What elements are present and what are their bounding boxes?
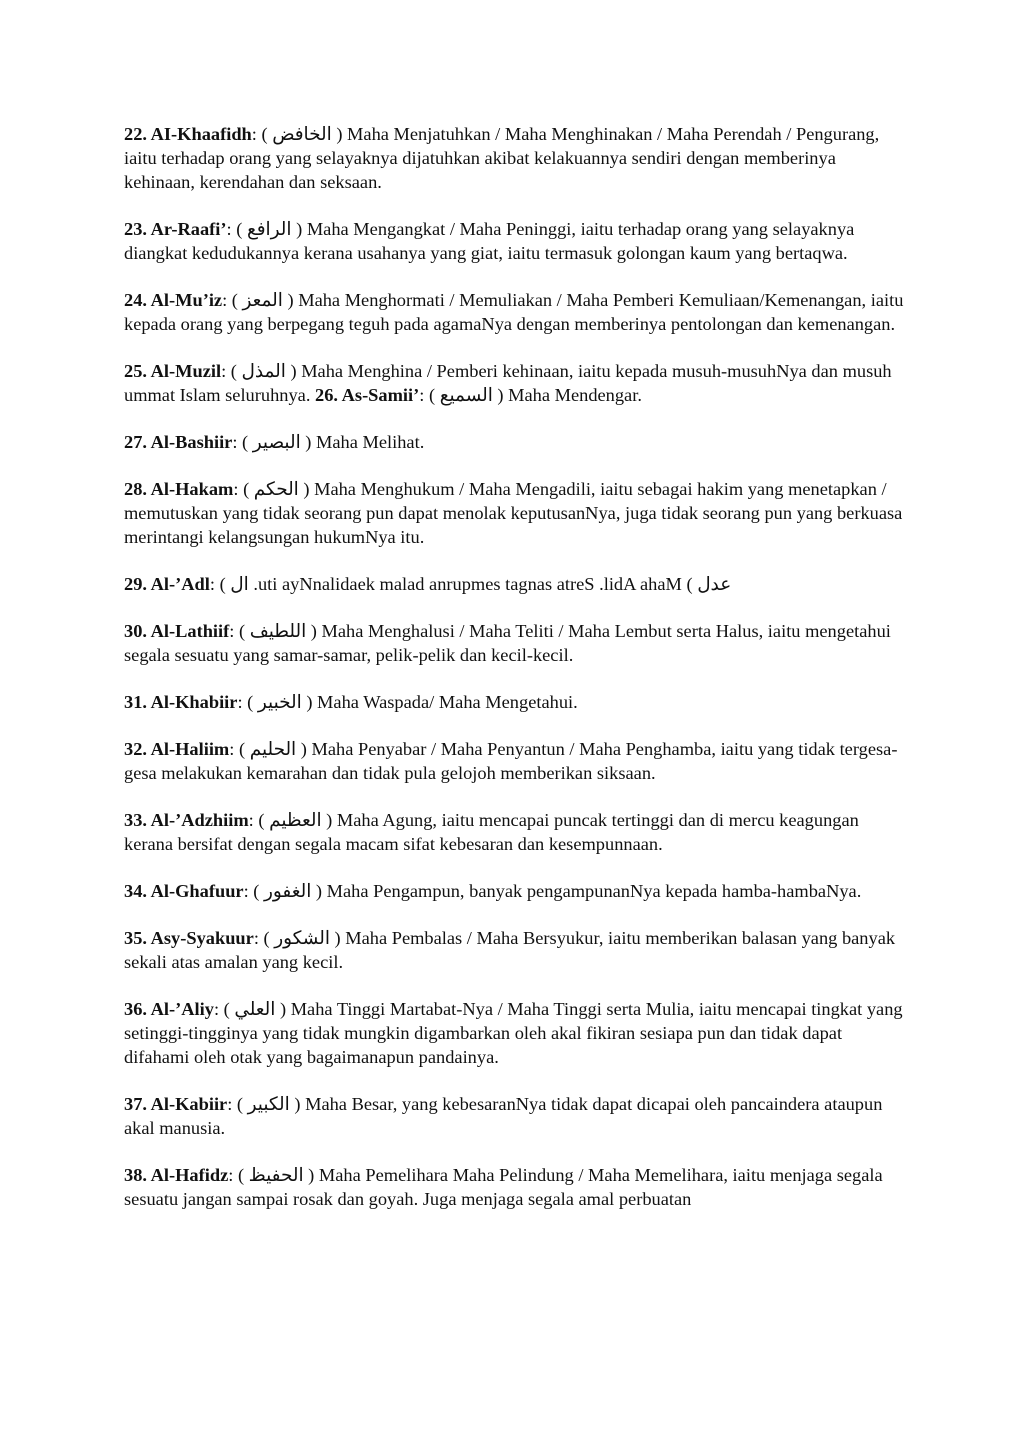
entry-number: 38. [124,1165,147,1185]
entry-title [124,881,244,901]
entry-title [124,1165,228,1185]
entry-title [124,361,221,381]
entry-name: Al-Ghafuur [150,881,244,901]
entry-description: ) Maha Pemelihara Maha Pelindung / Maha Memelihara, iaitu menjaga segala sesuatu jangan sampai rosak dan goyah. Juga menjaga segala amal perbuatan [124,1165,883,1209]
arabic-name: الحليم [249,739,297,759]
entry-description: ) Maha Penyabar / Maha Penyantun / Maha Penghamba, iaitu yang tidak tergesa-gesa melakukan kemarahan dan tidak pula gelojoh memberikan siksaan. [124,739,898,783]
entry-title [124,928,254,948]
name-entry [124,359,904,407]
entry-name: AI-Khaafidh [150,124,252,144]
entry-separator: : ( [253,928,275,948]
name-entry [124,572,904,596]
entry-name: Al-Hafidz [150,1165,229,1185]
entry-description: ) Maha Menghormati / Memuliakan / Maha Pemberi Kemuliaan/Kemenangan, iaitu kepada orang yang berpegang teguh pada agamaNya dengan memberinya pentolongan dan kemenangan. [124,290,904,334]
entry-title [124,432,232,452]
name-entry [124,288,904,336]
entry-separator: : ( [229,739,250,759]
arabic-name: ال [230,574,249,594]
arabic-name: البصير [252,432,301,452]
arabic-name: الكبير [247,1094,290,1114]
arabic-name: الرافع [246,219,292,239]
name-entry [124,737,904,785]
name-entry [124,477,904,549]
arabic-name: المعز [242,290,283,310]
entry-number: 27. [124,432,147,452]
entry-separator: : ( [243,881,265,901]
entry-name: Al-Haliim [150,739,230,759]
entry-title [124,739,229,759]
entry-separator: : ( [226,219,247,239]
entry-name: Ar-Raafi’ [150,219,227,239]
entry-number: 23. [124,219,147,239]
entry-description: ) Maha Melihat. [300,432,425,452]
entry-description: ) Maha Besar, yang kebesaranNya tidak dapat dicapai oleh pancaindera ataupun akal manusia. [124,1094,883,1138]
entry-description: ) Maha Agung, iaitu mencapai puncak tertinggi dan di mercu keagungan kerana bersifat dengan segala macam sifat kebesaran dan kesempunnaan. [124,810,859,854]
entry-separator: : ( [213,999,235,1019]
arabic-name: الخافض [272,124,332,144]
entry-description: .uti ayNnalidaek malad anrupmes tagnas atreS .lidA ahaM ( عدل [248,574,732,594]
entry-description: ) Maha Waspada/ Maha Mengetahui. [301,692,578,712]
entry-separator: : ( [229,621,250,641]
arabic-name: اللطيف [249,621,307,641]
entry-name: Al-Muzil [150,361,222,381]
name-entry [124,1092,904,1140]
name-entry [124,217,904,265]
entry-description: ) Maha Pengampun, banyak pengampunanNya kepada hamba-hambaNya. [311,881,862,901]
entry-name: Asy-Syakuur [150,928,254,948]
entry-title [124,692,237,712]
entry-name: Al-’Aliy [150,999,214,1019]
name-entry [124,690,904,714]
entry-number: 25. [124,361,147,381]
entry-number: 37. [124,1094,147,1114]
name-entry [124,619,904,667]
name-entry [124,808,904,856]
arabic-name: العظيم [269,810,322,830]
arabic-name: الغفور [264,881,312,901]
entry-name: Al-Hakam [150,479,234,499]
entry-name: Al-’Adl [150,574,210,594]
entry-number: 32. [124,739,147,759]
entry-number: 29. [124,574,147,594]
entry-description: ) Maha Menghukum / Maha Mengadili, iaitu sebagai hakim yang menetapkan / memutuskan yang tidak seorang pun dapat menolak keputusanNya, juga tidak seorang pun yang berkuasa merintangi kelangsungan hukumNya itu. [124,479,903,547]
entry-number: 24. [124,290,147,310]
entry-title [124,219,227,239]
name-entry [124,926,904,974]
entry-separator: : ( [233,479,254,499]
arabic-name: الشكور [274,928,330,948]
entry-number: 35. [124,928,147,948]
entry-number: 36. [124,999,147,1019]
entry-number: 26. [315,385,339,405]
entry-title [124,621,229,641]
entry-title [124,574,210,594]
entry-number: 22. [124,124,147,144]
entry-title [124,810,249,830]
name-entry [124,997,904,1069]
entry-number: 33. [124,810,147,830]
asmaul-husna-list [124,122,904,1211]
entry-number: 30. [124,621,147,641]
entry-separator: : ( [222,290,243,310]
entry-name: Al-’Adzhiim [150,810,249,830]
entry-separator: : ( [248,810,270,830]
entry-separator: : ( [209,574,231,594]
entry-description: ) Maha Tinggi Martabat-Nya / Maha Tinggi serta Mulia, iaitu mencapai tingkat yang setinggi-tingginya yang tidak mungkin digambarkan oleh akal fikiran sesiapa pun dan tidak dapat difahami oleh otak yang bagaimanapun pandainya. [124,999,903,1067]
arabic-name: الحفيظ [248,1165,304,1185]
entry-description: ) Maha Menghalusi / Maha Teliti / Maha Lembut serta Halus, iaitu mengetahui segala sesuatu yang samar-samar, pelik-pelik dan kecil-kecil. [124,621,891,665]
entry-description: ) Maha Mendengar. [492,385,642,405]
entry-separator: : ( [251,124,273,144]
entry-description: ) Maha Mengangkat / Maha Peninggi, iaitu terhadap orang yang selayaknya diangkat kedudukannya kerana usahanya yang giat, iaitu termasuk golongan kaum yang bertaqwa. [124,219,855,263]
entry-separator: : ( [419,385,440,405]
entry-number: 28. [124,479,147,499]
arabic-name: العلي [234,999,276,1019]
arabic-name: الخبير [257,692,302,712]
entry-title [124,124,252,144]
entry-name: Al-Kabiir [150,1094,228,1114]
arabic-name: المذل [241,361,286,381]
entry-name: As-Samii’ [341,385,420,405]
entry-separator: : ( [227,1094,248,1114]
name-entry [124,1163,904,1211]
entry-name: Al-Bashiir [150,432,233,452]
entry-name: Al-Lathiif [150,621,230,641]
name-entry [124,430,904,454]
entry-description: ) Maha Menjatuhkan / Maha Menghinakan / Maha Perendah / Pengurang, iaitu terhadap orang yang selayaknya dijatuhkan akibat kelakuannya sendiri dengan memberinya kehinaan, kerendahan dan seksaan. [124,124,880,192]
name-entry [124,122,904,194]
entry-title [124,479,233,499]
name-entry [124,879,904,903]
entry-number: 34. [124,881,147,901]
entry-title [124,999,214,1019]
entry-separator: : ( [228,1165,249,1185]
entry-separator: : ( [237,692,258,712]
entry-separator: : ( [232,432,253,452]
entry-name: Al-Khabiir [150,692,238,712]
entry-number: 31. [124,692,147,712]
entry-name: Al-Mu’iz [150,290,223,310]
entry-title [124,290,222,310]
arabic-name: الحكم [253,479,299,499]
entry-description: ) Maha Pembalas / Maha Bersyukur, iaitu memberikan balasan yang banyak sekali atas amalan yang kecil. [124,928,896,972]
entry-separator: : ( [221,361,242,381]
arabic-name: السميع [439,385,493,405]
entry-description: ) Maha Menghina / Pemberi kehinaan, iaitu kepada musuh-musuhNya dan musuh ummat Islam seluruhnya. [124,361,892,405]
entry-title [124,1094,227,1114]
entry-title [315,385,419,405]
